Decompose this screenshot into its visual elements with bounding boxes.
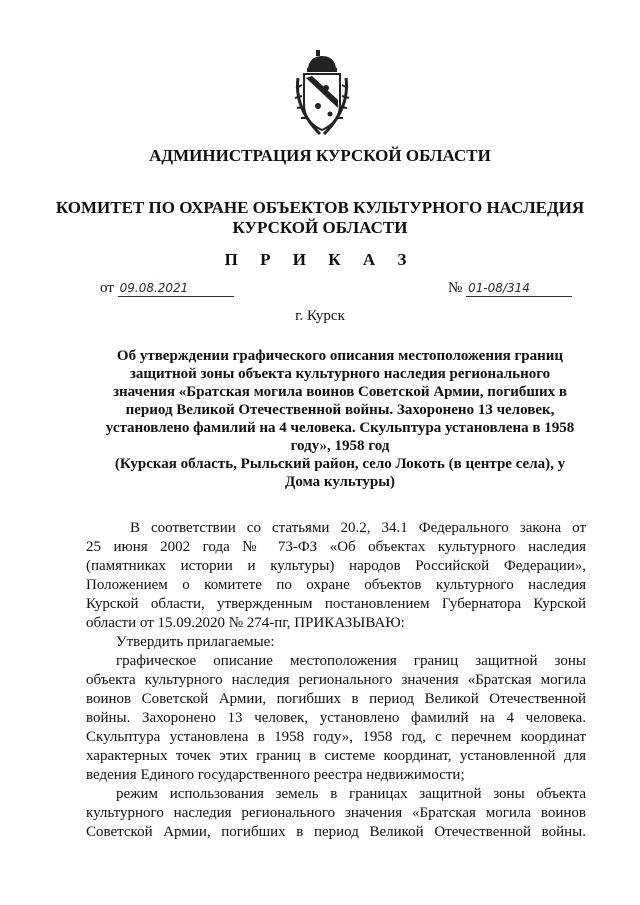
body-line: войны. Захоронено 13 человек, установлено фамилий на 4 человека.: [86, 710, 586, 726]
body-line: В соответствии со статьями 20.2, 34.1 Федерального закона от: [130, 520, 586, 536]
body-line: ведения Единого государственного реестра недвижимости;: [86, 767, 465, 783]
date-prefix: от: [100, 280, 114, 296]
title-line: значения «Братская могила воинов Советской Армии, погибших в: [112, 384, 568, 400]
number-handwritten: 01-08/314: [466, 281, 572, 297]
number-prefix: №: [448, 280, 463, 296]
order-number: [448, 280, 572, 297]
committee-heading: [0, 198, 640, 238]
document-type-title: П Р И К А З: [224, 250, 416, 269]
body-line: 25 июня 2002 года № 73-ФЗ «Об объектах культурного наследия: [86, 539, 586, 555]
title-line: году», 1958 год: [290, 438, 390, 454]
body-line: режим использования земель в границах защитной зоны объекта: [116, 786, 586, 802]
title-line: установлено фамилий на 4 человека. Скульптура установлена в 1958: [105, 420, 575, 436]
body-line: Положением о комитете по охране объектов культурного наследия: [86, 577, 586, 593]
body-line: Утвердить прилагаемые:: [116, 634, 275, 650]
body-line: Советской Армии, погибших в период Великой Отечественной войны.: [86, 824, 586, 840]
body-line: характерных точек этих границ в системе координат, установленной для: [86, 748, 586, 764]
title-line: (Курская область, Рыльский район, село Локоть (в центре села), у: [114, 456, 566, 472]
order-date: [100, 280, 234, 297]
body-line: (памятниках истории и культуры) народов Российской Федерации»,: [86, 558, 586, 574]
title-line: Дома культуры): [285, 474, 395, 490]
kursk-coat-of-arms-icon: [290, 48, 354, 138]
body-line: культурного наследия регионального значения «Братская могила воинов: [86, 805, 586, 821]
body-line: Скульптура установлена в 1958 году», 1958 год, с перечнем координат: [86, 729, 586, 745]
date-handwritten: 09.08.2021: [118, 281, 234, 297]
title-line: Об утверждении графического описания местоположения границ: [116, 348, 564, 364]
body-line: Курской области, утвержденным постановлением Губернатора Курской: [86, 596, 586, 612]
administration-heading: АДМИНИСТРАЦИЯ КУРСКОЙ ОБЛАСТИ: [149, 146, 491, 165]
committee-heading-line: КОМИТЕТ ПО ОХРАНЕ ОБЪЕКТОВ КУЛЬТУРНОГО НАСЛЕДИЯ: [55, 198, 585, 217]
order-body: [86, 519, 586, 842]
order-title: [100, 347, 580, 491]
body-line: воинов Советской Армии, погибших в период Великой Отечественной: [86, 691, 586, 707]
body-line: графическое описание местоположения границ защитной зоны: [116, 653, 586, 669]
title-line: защитной зоны объекта культурного наследия регионального: [129, 366, 551, 382]
committee-heading-line: КУРСКОЙ ОБЛАСТИ: [232, 218, 408, 237]
title-line: период Великой Отечественной войны. Захоронено 13 человек,: [125, 402, 555, 418]
city-line: г. Курск: [295, 308, 345, 324]
body-line: области от 15.09.2020 № 274-пг, ПРИКАЗЫВАЮ:: [86, 615, 405, 631]
body-line: объекта культурного наследия регионального значения «Братская могила: [86, 672, 586, 688]
